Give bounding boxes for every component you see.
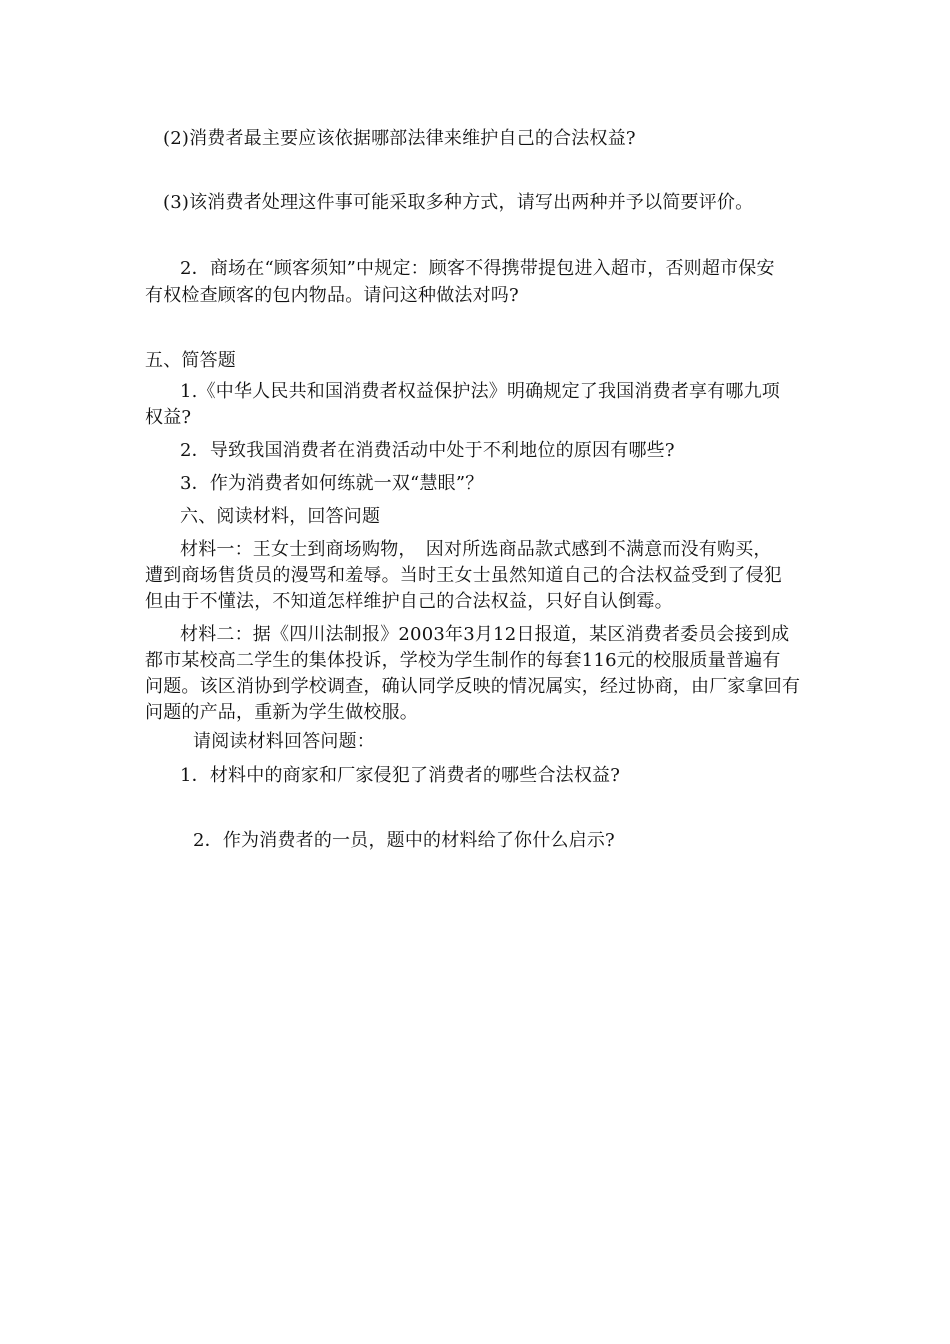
- question-1-part-3: (3)该消费者处理这件事可能采取多种方式，请写出两种并予以简要评价。: [163, 192, 754, 213]
- material-2-line-3: 问题。该区消协到学校调查，确认同学反映的情况属实，经过协商，由厂家拿回有: [145, 676, 801, 697]
- reading-question-2: 2．作为消费者的一员，题中的材料给了你什么启示?: [193, 830, 615, 851]
- section-5-heading: 五、简答题: [145, 350, 236, 371]
- material-2-line-2: 都市某校高二学生的集体投诉，学校为学生制作的每套116元的校服质量普遍有: [145, 650, 781, 671]
- reading-question-1: 1．材料中的商家和厂家侵犯了消费者的哪些合法权益?: [180, 765, 621, 786]
- section-6-heading: 六、阅读材料，回答问题: [180, 506, 381, 527]
- question-2-line-2: 有权检查顾客的包内物品。请问这种做法对吗?: [145, 285, 519, 306]
- short-answer-1-line-1: 1.《中华人民共和国消费者权益保护法》明确规定了我国消费者享有哪九项: [180, 381, 780, 402]
- material-1-line-2: 遭到商场售货员的漫骂和羞辱。当时王女士虽然知道自己的合法权益受到了侵犯: [145, 565, 782, 586]
- question-2-line-1: 2．商场在“顾客须知”中规定：顾客不得携带提包进入超市，否则超市保安: [180, 258, 775, 279]
- material-1-line-3: 但由于不懂法，不知道怎样维护自己的合法权益，只好自认倒霉。: [145, 591, 673, 612]
- material-2-line-1: 材料二：据《四川法制报》2003年3月12日报道，某区消费者委员会接到成: [180, 624, 790, 645]
- short-answer-2: 2．导致我国消费者在消费活动中处于不利地位的原因有哪些?: [180, 440, 675, 461]
- reading-instruction: 请阅读材料回答问题：: [193, 731, 375, 752]
- material-1-line-1: 材料一：王女士到商场购物， 因对所选商品款式感到不满意而没有购买，: [180, 539, 772, 560]
- question-1-part-2: (2)消费者最主要应该依据哪部法律来维护自己的合法权益?: [163, 128, 636, 149]
- material-2-line-4: 问题的产品，重新为学生做校服。: [145, 702, 418, 723]
- short-answer-3: 3．作为消费者如何练就一双“慧眼”？: [180, 473, 484, 494]
- short-answer-1-line-2: 权益?: [145, 407, 192, 428]
